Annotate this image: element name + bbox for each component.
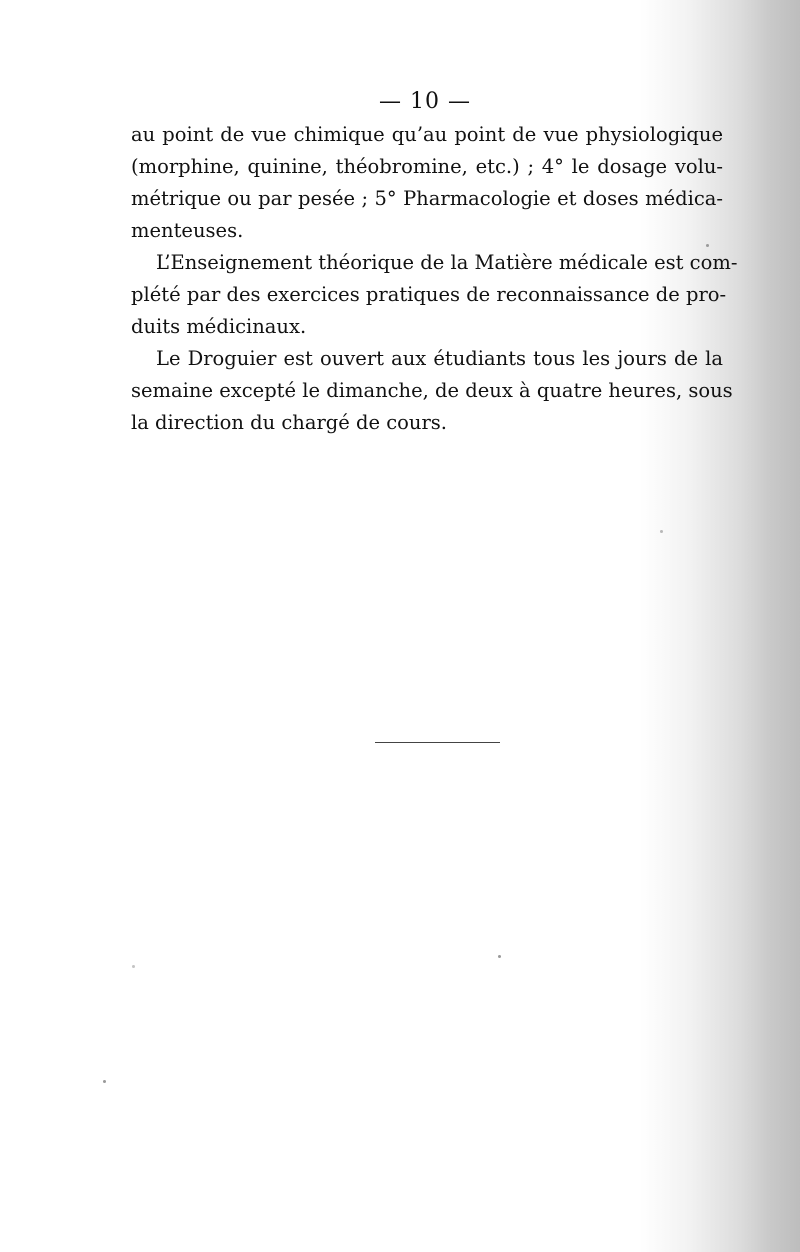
scan-speck — [132, 965, 135, 968]
paragraph-3 — [131, 343, 733, 439]
scan-speck — [498, 955, 501, 958]
text-line: (morphine, quinine, théobromine, etc.) ; 4° le dosage volu- — [131, 155, 723, 178]
paragraph-1 — [131, 119, 723, 247]
scan-speck — [660, 530, 663, 533]
text-line: menteuses. — [131, 219, 244, 242]
scan-speck — [706, 244, 709, 247]
text-line: duits médicinaux. — [131, 315, 307, 338]
text-line: L’Enseignement théorique de la Matière médicale est com- — [156, 251, 738, 274]
scan-speck — [103, 1080, 106, 1083]
text-line: métrique ou par pesée ; 5° Pharmacologie et doses médica- — [131, 187, 723, 210]
text-line: plété par des exercices pratiques de reconnaissance de pro- — [131, 283, 727, 306]
paragraph-2 — [131, 247, 738, 343]
text-line: Le Droguier est ouvert aux étudiants tous les jours de la — [156, 347, 723, 370]
end-rule-divider — [375, 742, 500, 743]
text-line: la direction du chargé de cours. — [131, 411, 447, 434]
page-number: — 10 — — [379, 89, 471, 114]
text-line: semaine excepté le dimanche, de deux à quatre heures, sous — [131, 379, 733, 402]
body-text — [131, 119, 738, 439]
text-line: au point de vue chimique qu’au point de vue physiologique — [131, 123, 723, 146]
